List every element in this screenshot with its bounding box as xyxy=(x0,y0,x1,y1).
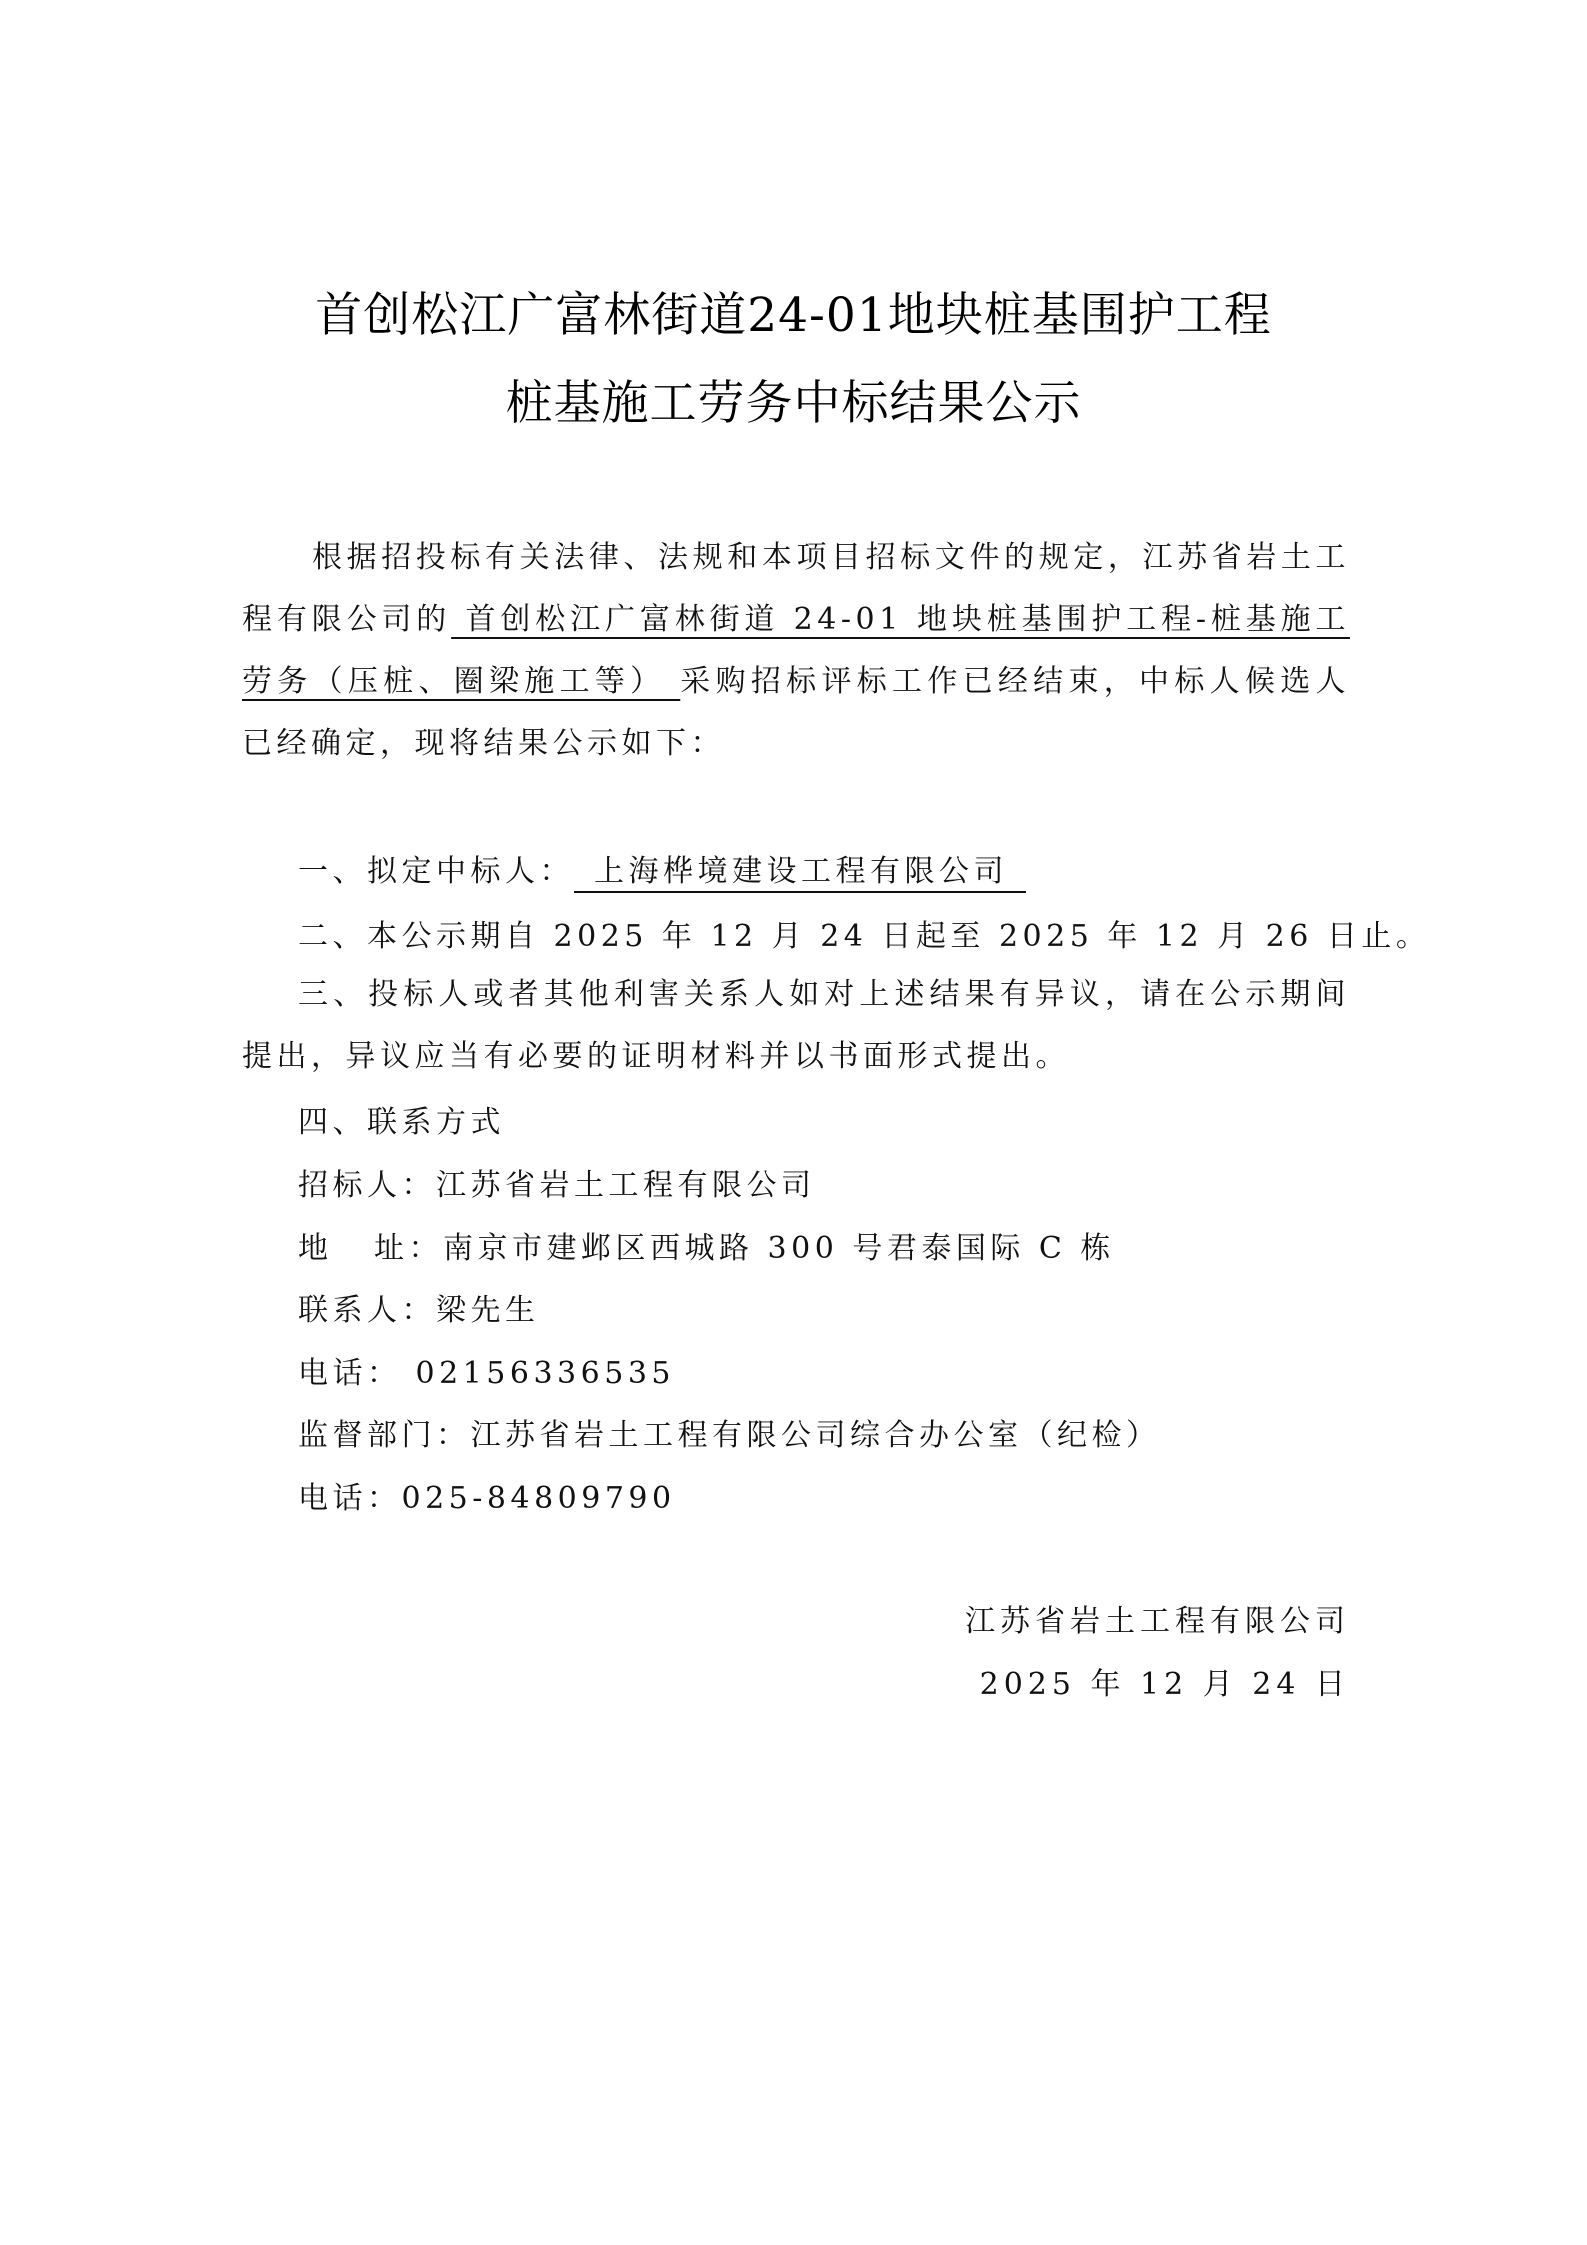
intro-paragraph xyxy=(242,527,1350,775)
contact-label: 联系人： xyxy=(298,1293,436,1328)
supervision-phone-label: 电话： xyxy=(298,1481,402,1516)
contact-value: 梁先生 xyxy=(436,1293,540,1328)
supervision-row xyxy=(298,1416,1161,1456)
intro-text-part1: 根据招投标有关法律、法规和本项目招标文件的规定，江苏省岩土工程有限公司的 xyxy=(242,540,1350,637)
signature-company: 江苏省岩土工程有限公司 xyxy=(965,1604,1350,1639)
winner-name: 上海桦境建设工程有限公司 xyxy=(574,855,1026,893)
address-value: 南京市建邺区西城路 300 号君泰国际 C 栋 xyxy=(443,1231,1115,1266)
address-label-a: 地 xyxy=(298,1231,333,1266)
winner-label: 一、拟定中标人： xyxy=(298,854,574,889)
supervision-label: 监督部门： xyxy=(298,1418,471,1453)
page-title-line-2: 桩基施工劳务中标结果公示 xyxy=(505,376,1082,431)
section-winner xyxy=(298,852,1026,893)
intro-text-part2: 采购招标评标工作已经结束，中标人候选人已经确定，现将结果公示如下： xyxy=(242,664,1350,761)
phone-label: 电话： xyxy=(298,1356,402,1391)
page-title-line-1: 首创松江广富林街道24-01地块桩基围护工程 xyxy=(315,288,1272,343)
section-objection: 三、投标人或者其他利害关系人如对上述结果有异议，请在公示期间提出，异议应当有必要的证明材料并以书面形式提出。 xyxy=(242,977,1350,1074)
phone-row xyxy=(298,1354,675,1394)
supervision-value: 江苏省岩土工程有限公司综合办公室（纪检） xyxy=(470,1418,1161,1453)
address-label-b: 址： xyxy=(374,1231,443,1266)
supervision-phone-value: 025-84809790 xyxy=(401,1481,676,1516)
project-name: 首创松江广富林街道 24-01 地块桩基围护工程-桩基施工劳务（压桩、圈梁施工等） xyxy=(242,602,1350,699)
address-row xyxy=(298,1229,1115,1269)
supervision-phone-row xyxy=(298,1479,676,1519)
contact-heading: 四、联系方式 xyxy=(298,1105,505,1140)
tenderer-label: 招标人： xyxy=(298,1168,436,1203)
section-period: 二、本公示期自 2025 年 12 月 24 日起至 2025 年 12 月 26 日止。 xyxy=(298,919,1431,954)
tenderer-value: 江苏省岩土工程有限公司 xyxy=(436,1168,816,1203)
phone-value: 02156336535 xyxy=(401,1356,675,1391)
contact-person-row xyxy=(298,1291,540,1331)
signature-date: 2025 年 12 月 24 日 xyxy=(979,1667,1350,1702)
tenderer-row xyxy=(298,1166,816,1206)
